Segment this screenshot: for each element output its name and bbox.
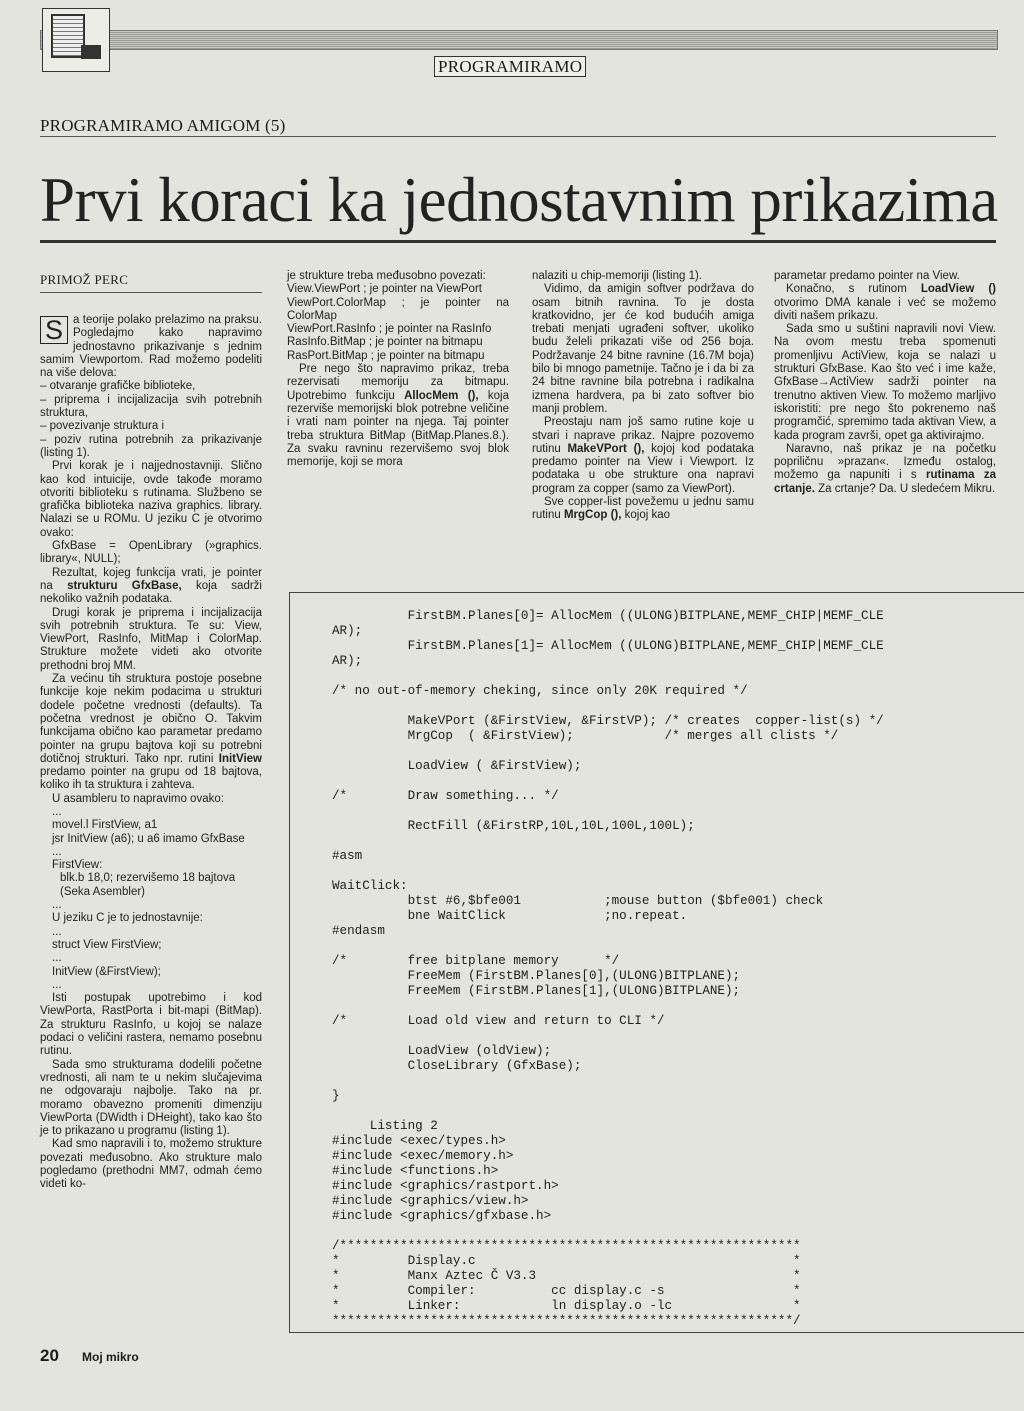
computer-logo-icon <box>42 8 110 72</box>
author: PRIMOŽ PERC <box>40 272 129 287</box>
divider <box>40 240 996 243</box>
header-bar <box>40 30 998 50</box>
drop-cap: S <box>40 316 68 344</box>
code-listing: FirstBM.Planes[0]= AllocMem ((ULONG)BITPLANE,MEMF_CHIP|MEMF_CLE AR); FirstBM.Planes[1]= AllocMem ((ULONG)BITPLANE,MEMF_CHIP|MEMF_CLE AR); /* no out-of-memory cheking, since only 20K required */ MakeVPort (&FirstView, &FirstVP); /* creates copper-list(s) */ MrgCop ( &FirstView); /* merges all clists */ LoadView ( &FirstView); /* Draw something... */ RectFill (&FirstRP,10L,10L,100L,100L); #asm WaitClick: btst #6,$bfe001 ;mouse button ($bfe001) check bne WaitClick ;no.repeat. #endasm /* free bitplane memory */ FreeMem (FirstBM.Planes[0],(ULONG)BITPLANE); FreeMem (FirstBM.Planes[1],(ULONG)BITPLANE); /* Load old view and return to CLI */ LoadView (oldView); CloseLibrary (GfxBase); } Listing 2 #include <exec/types.h> #include <exec/memory.h> #include <functions.h> #include <graphics/rastport.h> #include <graphics/view.h> #include <graphics/gfxbase.h> /************************************************************* * Display.c * * Manx Aztec Č V3.3 * * Compiler: cc display.c -s * * Linker: ln display.o -lc * *************************************************************/ <box>332 609 884 1328</box>
article-title: Prvi koraci ka jednostavnim prikazima <box>40 165 998 235</box>
magazine-name: Moj mikro <box>82 1350 139 1364</box>
divider <box>40 136 996 137</box>
column-1: S a teorije polako prelazimo na praksu. Pogledajmo kako napravimo jednostavno prikazivanje s jednim samim Viewportom. Rad možemo podeliti na više delova: – otvaranje grafičke biblioteke, – priprema i incijalizacija svih potrebnih struktura, – povezivanje struktura i – poziv rutina potrebnih za prikazivanje (listing 1). Prvi korak je i najjednostavniji. Slično kao kod intuicije, ovde takođe moramo otvoriti biblioteku s rutinama. Službeno se grafička biblioteka naziva graphics. library. Nalazi se u ROMu. U jeziku C je otvorimo ovako: GfxBase = OpenLibrary (»graphics. library«, NULL); Rezultat, kojeg funkcija vrati, je pointer na strukturu GfxBase, koja sadrži nekoliko važnih podataka. Drugi korak je priprema i incijalizacija svih potrebnih struktura. Te su: View, ViewPort, RasInfo, MitMap i ColorMap. Strukture možete videti ako otvorite prethodni broj MM. Za većinu tih struktura postoje posebne funkcije koje nekim podacima u strukturi dodele početne vrednosti (defaults). Ta početna vrednost je obično O. Takvim funkcijama obično kao parametar predamo pointer na grupu bajtova koji su potrebni dotičnoj strukturi. Tako npr. rutini InitView predamo pointer na grupu od 18 bajtova, koliko ih ta struktura i zahteva. U asambleru to napravimo ovako: ... movel.l FirstView, a1 jsr InitView (a6); u a6 imamo GfxBase ... FirstView: blk.b 18,0; rezervišemo 18 bajtova (Seka Asembler) ... U jeziku C je to jednostavnije: ... struct View FirstView; ... InitView (&FirstView); ... Isti postupak upotrebimo i kod ViewPorta, RastPorta i bit-mapi (BitMap). Za strukturu RasInfo, u kojoj se nalaze podaci o veličini rastera, nemamo posebnu rutinu. Sada smo strukturama dodelili početne vrednosti, ali nam te u nekim slučajevima ne odgovaraju najbolje. Tako na pr. moramo obavezno promeniti dimenziju ViewPorta (DWidth i DHeight), tako kao što je to prikazano u programu (listing 1). Kad smo napravili i to, možemo strukture povezati međusobno. Ako strukture malo pogledamo (prethodni MM7, odmah ćemo videti ko- <box>40 314 262 1191</box>
column-2: je strukture treba međusobno povezati: View.ViewPort ; je pointer na ViewPort ViewPort.ColorMap ; je pointer na ColorMap ViewPort.RasInfo ; je pointer na RasInfo RasInfo.BitMap ; je pointer na bitmapu RasPort.BitMap ; je pointer na bitmapu Pre nego što napravimo prikaz, treba rezervisati memoriju za bitmapu. Upotrebimo funkciju AllocMem (), koja rezerviše memorijski blok potrebne veličine i vrati nam pointer na njega. Taj pointer treba struktura BitMap (BitMap.Planes.8.). Za svaku ravninu rezervišemo svoj blok memorije, koji se mora <box>287 270 509 469</box>
series-title: PROGRAMIRAMO AMIGOM (5) <box>40 116 286 135</box>
page-number: 20 <box>40 1346 59 1365</box>
section-label: PROGRAMIRAMO <box>434 56 586 77</box>
column-4: parametar predamo pointer na View. Konačno, s rutinom LoadView () otvorimo DMA kanale i već se možemo diviti našem prikazu. Sada smo u suštini napravili novi View. Na ovom mestu treba spomenuti promenljivu ActiView, koja se nalazi u strukturi GfxBase. Kao što već i ime kaže, GfxBase→ActiView sadrži pointer na trenutno aktiven View. To možemo marljivo iskoristiti: pre nego što pokrenemo naš programčić, spremimo tada aktivan View, a kada program završi, opet ga aktivirajmo. Naravno, naš prikaz je na početku popriličnu »prazan«. Između ostalog, možemo ga napuniti i s rutinama za crtanje. Za crtanje? Da. U sledećem Mikru. <box>774 270 996 495</box>
column-3: nalaziti u chip-memoriji (listing 1). Vidimo, da amigin softver podržava do osam bitnih ravnina. To je dosta kratkovidno, jer će kod budućih amiga trebati menjati ugrađeni softver, ukoliko budu želeli prikazati više od 256 boja. Podržavanje 24 bitne ravnine (16.7M boja) bilo bi mnogo pametnije. Tačno je i da bi za 24 bitne ravnine bila potrebna i radikalna izmena hardvera, pa bi zato softver bio manji problem. Preostaju nam još samo rutine koje u stvari i naprave prikaz. Najpre pozovemo rutinu MakeVPort (), kojoj kod podataka predamo pointer na View i Viewport. Iz podataka u obe strukture ona napravi program za copper (samo za ViewPort). Sve copper-list povežemu u jednu samu rutinu MrgCop (), kojoj kao <box>532 270 754 522</box>
divider <box>40 292 262 293</box>
code-listing-box <box>289 592 1024 1333</box>
